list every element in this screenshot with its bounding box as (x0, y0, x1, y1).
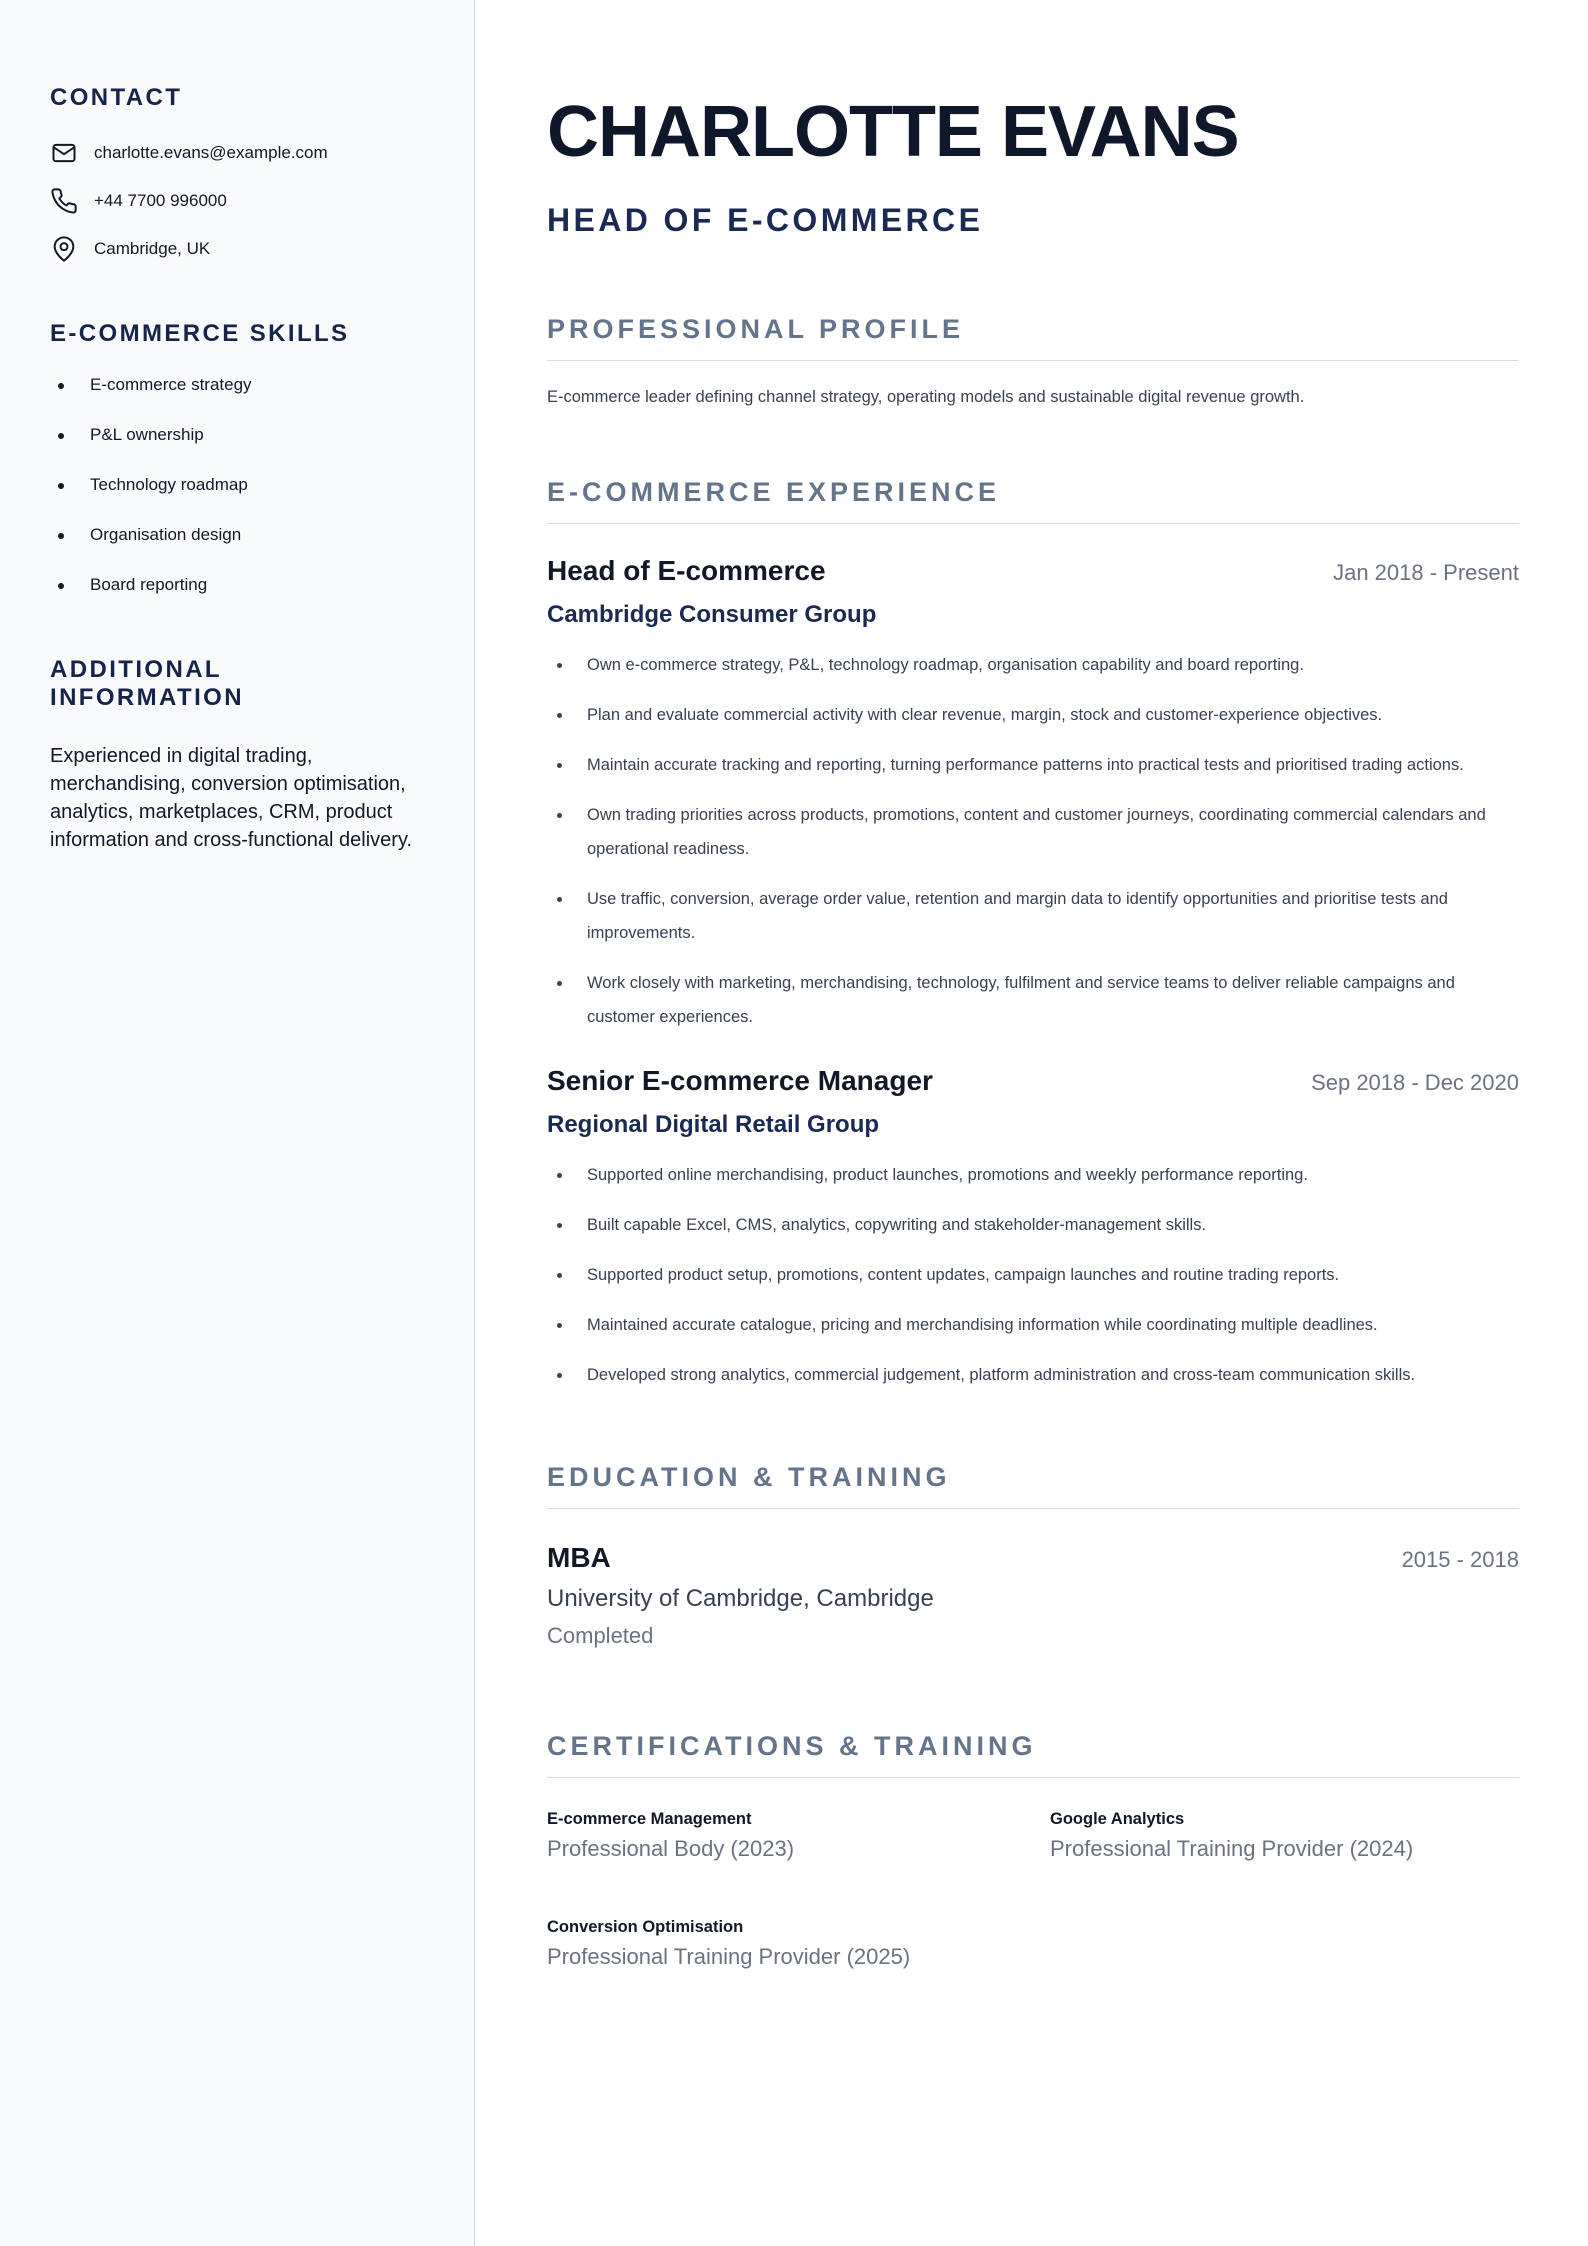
certification-name: Conversion Optimisation (547, 1918, 744, 1936)
certification-org: Professional Body (2023) (547, 1836, 795, 1861)
job-company: Regional Digital Retail Group (547, 1111, 880, 1138)
additional-info-heading: ADDITIONAL INFORMATION (50, 656, 244, 711)
certification-name: Google Analytics (1050, 1810, 1185, 1828)
education-entry (547, 1541, 1519, 1651)
contact-list (50, 140, 424, 262)
sidebar (0, 0, 475, 2246)
certifications-section (547, 1729, 1519, 1972)
education-section (547, 1460, 1519, 1651)
phone-icon (50, 187, 78, 215)
job-entry (547, 554, 1519, 1034)
job-bullets (547, 1158, 1519, 1392)
phone-text[interactable]: +44 7700 996000 (94, 191, 227, 210)
certifications-grid (547, 1808, 1519, 1972)
candidate-role: HEAD OF E-COMMERCE (547, 202, 984, 238)
job-bullet: Supported online merchandising, product launches, promotions and weekly performance reporting. (547, 1158, 1519, 1192)
contact-heading: CONTACT (50, 84, 183, 111)
skill-item: Board reporting (50, 572, 424, 598)
job-bullet: Own e-commerce strategy, P&L, technology roadmap, organisation capability and board reporting. (547, 648, 1519, 682)
job-company: Cambridge Consumer Group (547, 601, 877, 628)
mail-icon (50, 139, 78, 167)
profile-heading: PROFESSIONAL PROFILE (547, 312, 1519, 361)
degree: MBA (547, 1542, 611, 1573)
skill-item: Organisation design (50, 522, 424, 548)
skills-list (50, 372, 424, 598)
certification-item (547, 1808, 1050, 1864)
job-entry (547, 1064, 1519, 1392)
certification-org: Professional Training Provider (2024) (1050, 1836, 1414, 1861)
job-bullet: Use traffic, conversion, average order value, retention and margin data to identify opportunities and prioritise tests and improvements. (547, 882, 1519, 950)
contact-email (50, 140, 424, 166)
location-text: Cambridge, UK (94, 239, 211, 258)
job-bullet: Built capable Excel, CMS, analytics, copywriting and stakeholder-management skills. (547, 1208, 1519, 1242)
job-title: Head of E-commerce (547, 555, 826, 586)
job-dates: Sep 2018 - Dec 2020 (1311, 1070, 1519, 1095)
email-text[interactable]: charlotte.evans@example.com (94, 143, 328, 162)
education-heading: EDUCATION & TRAINING (547, 1460, 1519, 1509)
contact-phone (50, 188, 424, 214)
job-bullet: Supported product setup, promotions, content updates, campaign launches and routine trading reports. (547, 1258, 1519, 1292)
job-bullet: Plan and evaluate commercial activity with clear revenue, margin, stock and customer-experience objectives. (547, 698, 1519, 732)
job-header (547, 554, 1519, 588)
job-bullet: Maintained accurate catalogue, pricing and merchandising information while coordinating multiple deadlines. (547, 1308, 1519, 1342)
certification-item (1050, 1808, 1520, 1864)
additional-info-text: Experienced in digital trading, merchandising, conversion optimisation, analytics, marketplaces, CRM, product information and cross-functional delivery. (50, 745, 413, 851)
job-bullet: Developed strong analytics, commercial judgement, platform administration and cross-team communication skills. (547, 1358, 1519, 1392)
job-bullet: Work closely with marketing, merchandising, technology, fulfilment and service teams to deliver reliable campaigns and customer experiences. (547, 966, 1519, 1034)
job-title: Senior E-commerce Manager (547, 1065, 933, 1096)
job-header (547, 1064, 1519, 1098)
experience-heading: E-COMMERCE EXPERIENCE (547, 475, 1519, 524)
candidate-name: CHARLOTTE EVANS (547, 92, 1239, 172)
job-bullet: Own trading priorities across products, promotions, content and customer journeys, coordinating commercial calendars and operational readiness. (547, 798, 1519, 866)
skill-item: E-commerce strategy (50, 372, 424, 398)
certification-name: E-commerce Management (547, 1810, 752, 1828)
certification-item (547, 1916, 1050, 1972)
contact-location (50, 236, 424, 262)
profile-section (547, 312, 1519, 409)
skill-item: Technology roadmap (50, 472, 424, 498)
main-content (547, 0, 1519, 1972)
job-dates: Jan 2018 - Present (1333, 560, 1519, 585)
skill-item: P&L ownership (50, 422, 424, 448)
school: University of Cambridge, Cambridge (547, 1585, 934, 1612)
education-dates: 2015 - 2018 (1401, 1547, 1519, 1572)
certifications-heading: CERTIFICATIONS & TRAINING (547, 1729, 1519, 1778)
profile-text: E-commerce leader defining channel strategy, operating models and sustainable digital revenue growth. (547, 388, 1305, 406)
education-status: Completed (547, 1623, 654, 1648)
job-bullet: Maintain accurate tracking and reporting, turning performance patterns into practical tests and prioritised trading actions. (547, 748, 1519, 782)
skills-heading: E-COMMERCE SKILLS (50, 320, 350, 347)
job-bullets (547, 648, 1519, 1034)
education-header (547, 1541, 1519, 1575)
experience-section (547, 475, 1519, 1392)
location-pin-icon (50, 235, 78, 263)
certification-org: Professional Training Provider (2025) (547, 1944, 911, 1969)
